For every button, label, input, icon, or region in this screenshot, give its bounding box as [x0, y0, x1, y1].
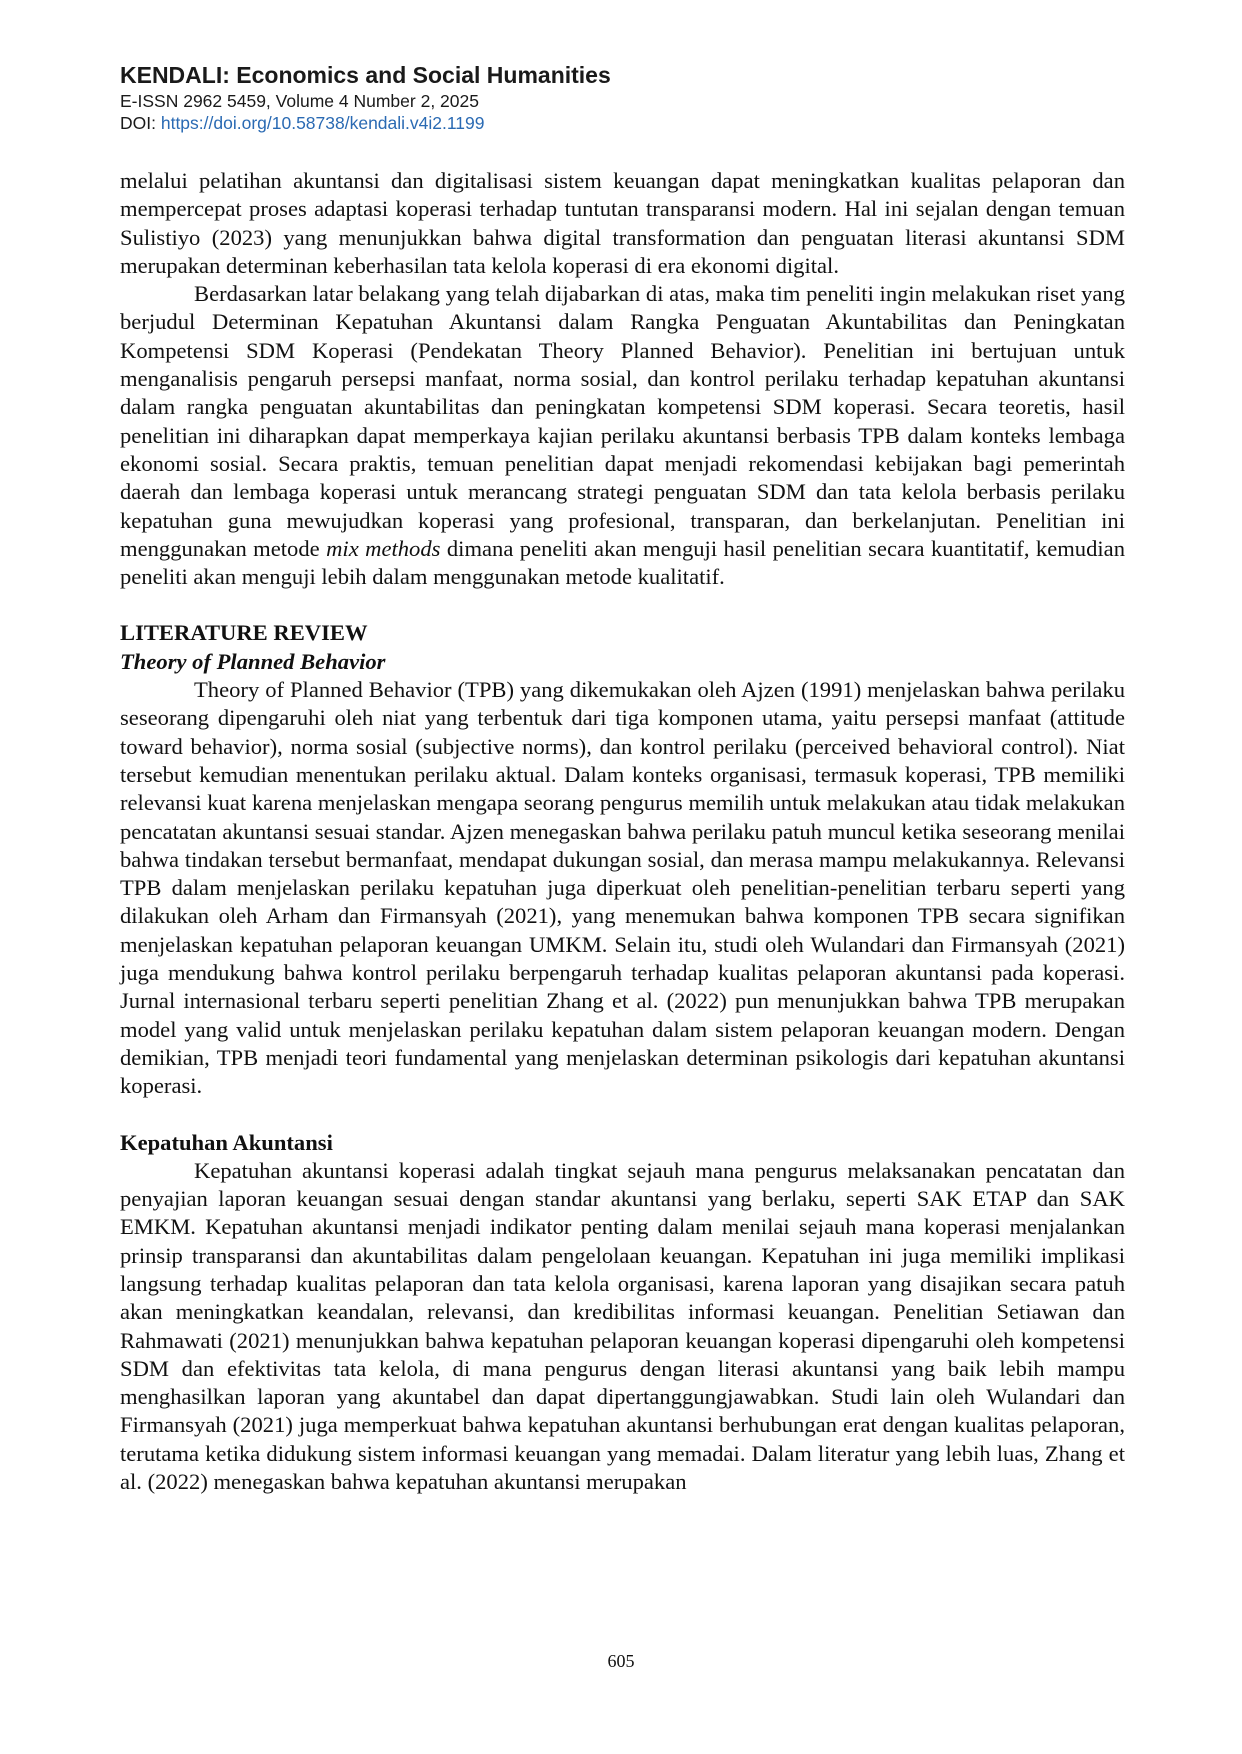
tpb-paragraph: Theory of Planned Behavior (TPB) yang dikemukakan oleh Ajzen (1991) menjelaskan bahwa perilaku seseorang dipengaruhi oleh niat yang terbentuk dari tiga komponen utama, yaitu persepsi manfaat (attitude toward behavior), norma sosial (subjective norms), dan kontrol perilaku (perceived behavioral control). Niat tersebut kemudian menentukan perilaku aktual. Dalam konteks organisasi, termasuk koperasi, TPB memiliki relevansi kuat karena menjelaskan mengapa seorang pengurus memilih untuk melakukan atau tidak melakukan pencatatan akuntansi sesuai standar. Ajzen menegaskan bahwa perilaku patuh muncul ketika seseorang menilai bahwa tindakan tersebut bermanfaat, mendapat dukungan sosial, dan merasa mampu melakukannya. Relevansi TPB dalam menjelaskan perilaku kepatuhan juga diperkuat oleh penelitian-penelitian terbaru seperti yang dilakukan oleh Arham dan Firmansyah (2021), yang menemukan bahwa komponen TPB secara signifikan menjelaskan kepatuhan pelaporan keuangan UMKM. Selain itu, studi oleh Wulandari dan Firmansyah (2021) juga mendukung bahwa kontrol perilaku berpengaruh terhadap kualitas pelaporan akuntansi pada koperasi. Jurnal internasional terbaru seperti penelitian Zhang et al. (2022) pun menunjukkan bahwa TPB merupakan model yang valid untuk menjelaskan perilaku kepatuhan dalam sistem pelaporan keuangan modern. Dengan demikian, TPB menjadi teori fundamental yang menjelaskan determinan psikologis dari kepatuhan akuntansi koperasi. [120, 677, 1125, 1099]
page-number: 605 [607, 1651, 635, 1671]
intro-paragraph-research [120, 280, 1125, 591]
journal-header [120, 60, 611, 134]
intro-paragraph-text-b: dimana peneliti akan menguji hasil penelitian secara kuantitatif, kemudian peneliti akan menguji lebih dalam menggunakan metode kualitatif. [120, 535, 1125, 590]
subsection-heading-kepatuhan: Kepatuhan Akuntansi [120, 1129, 333, 1155]
intro-paragraph-continued: melalui pelatihan akuntansi dan digitalisasi sistem keuangan dapat meningkatkan kualitas pelaporan dan mempercepat proses adaptasi koperasi terhadap tuntutan transparansi modern. Hal ini sejalan dengan temuan Sulistiyo (2023) yang menunjukkan bahwa digital transformation dan penguatan literasi akuntansi SDM merupakan determinan keberhasilan tata kelola koperasi di era ekonomi digital. [120, 168, 1125, 278]
issn-volume-line: E-ISSN 2962 5459, Volume 4 Number 2, 2025 [120, 91, 479, 111]
article-body [120, 167, 1125, 1496]
mix-methods-term: mix methods [326, 535, 441, 561]
intro-paragraph-text-a: Berdasarkan latar belakang yang telah dijabarkan di atas, maka tim peneliti ingin melakukan riset yang berjudul Determinan Kepatuhan Akuntansi dalam Rangka Penguatan Akuntabilitas dan Peningkatan Kompetensi SDM Koperasi (Pendekatan Theory Planned Behavior). Penelitian ini bertujuan untuk menganalisis pengaruh persepsi manfaat, norma sosial, dan kontrol perilaku terhadap kepatuhan akuntansi dalam rangka penguatan akuntabilitas dan peningkatan kompetensi SDM koperasi. Secara teoretis, hasil penelitian ini diharapkan dapat memperkaya kajian perilaku akuntansi berbasis TPB dalam konteks lembaga ekonomi sosial. Secara praktis, temuan penelitian dapat menjadi rekomendasi kebijakan bagi pemerintah daerah dan lembaga koperasi untuk merancang strategi penguatan SDM dan tata kelola berbasis perilaku kepatuhan guna mewujudkan koperasi yang profesional, transparan, dan berkelanjutan. Penelitian ini menggunakan metode [120, 281, 1125, 561]
kepatuhan-paragraph: Kepatuhan akuntansi koperasi adalah tingkat sejauh mana pengurus melaksanakan pencatatan dan penyajian laporan keuangan sesuai dengan standar akuntansi yang berlaku, seperti SAK ETAP dan SAK EMKM. Kepatuhan akuntansi menjadi indikator penting dalam menilai sejauh mana koperasi menjalankan prinsip transparansi dan akuntabilitas dalam pengelolaan keuangan. Kepatuhan ini juga memiliki implikasi langsung terhadap kualitas pelaporan dan tata kelola organisasi, karena laporan yang disajikan secara patuh akan meningkatkan keandalan, relevansi, dan kredibilitas informasi keuangan. Penelitian Setiawan dan Rahmawati (2021) menunjukkan bahwa kepatuhan pelaporan keuangan koperasi dipengaruhi oleh kompetensi SDM dan efektivitas tata kelola, di mana pengurus dengan literasi akuntansi yang baik lebih mampu menghasilkan laporan yang akuntabel dan dapat dipertanggungjawabkan. Studi lain oleh Wulandari dan Firmansyah (2021) juga memperkuat bahwa kepatuhan akuntansi berhubungan erat dengan kualitas pelaporan, terutama ketika didukung sistem informasi keuangan yang memadai. Dalam literatur yang lebih luas, Zhang et al. (2022) menegaskan bahwa kepatuhan akuntansi merupakan [120, 1157, 1125, 1495]
doi-line [120, 112, 611, 134]
doi-link[interactable]: https://doi.org/10.58738/kendali.v4i2.1199 [160, 113, 485, 133]
doi-label: DOI: [120, 113, 161, 133]
journal-title: KENDALI: Economics and Social Humanities [120, 62, 611, 88]
subsection-heading-tpb: Theory of Planned Behavior [120, 648, 386, 674]
section-heading-literature-review: LITERATURE REVIEW [120, 620, 368, 646]
